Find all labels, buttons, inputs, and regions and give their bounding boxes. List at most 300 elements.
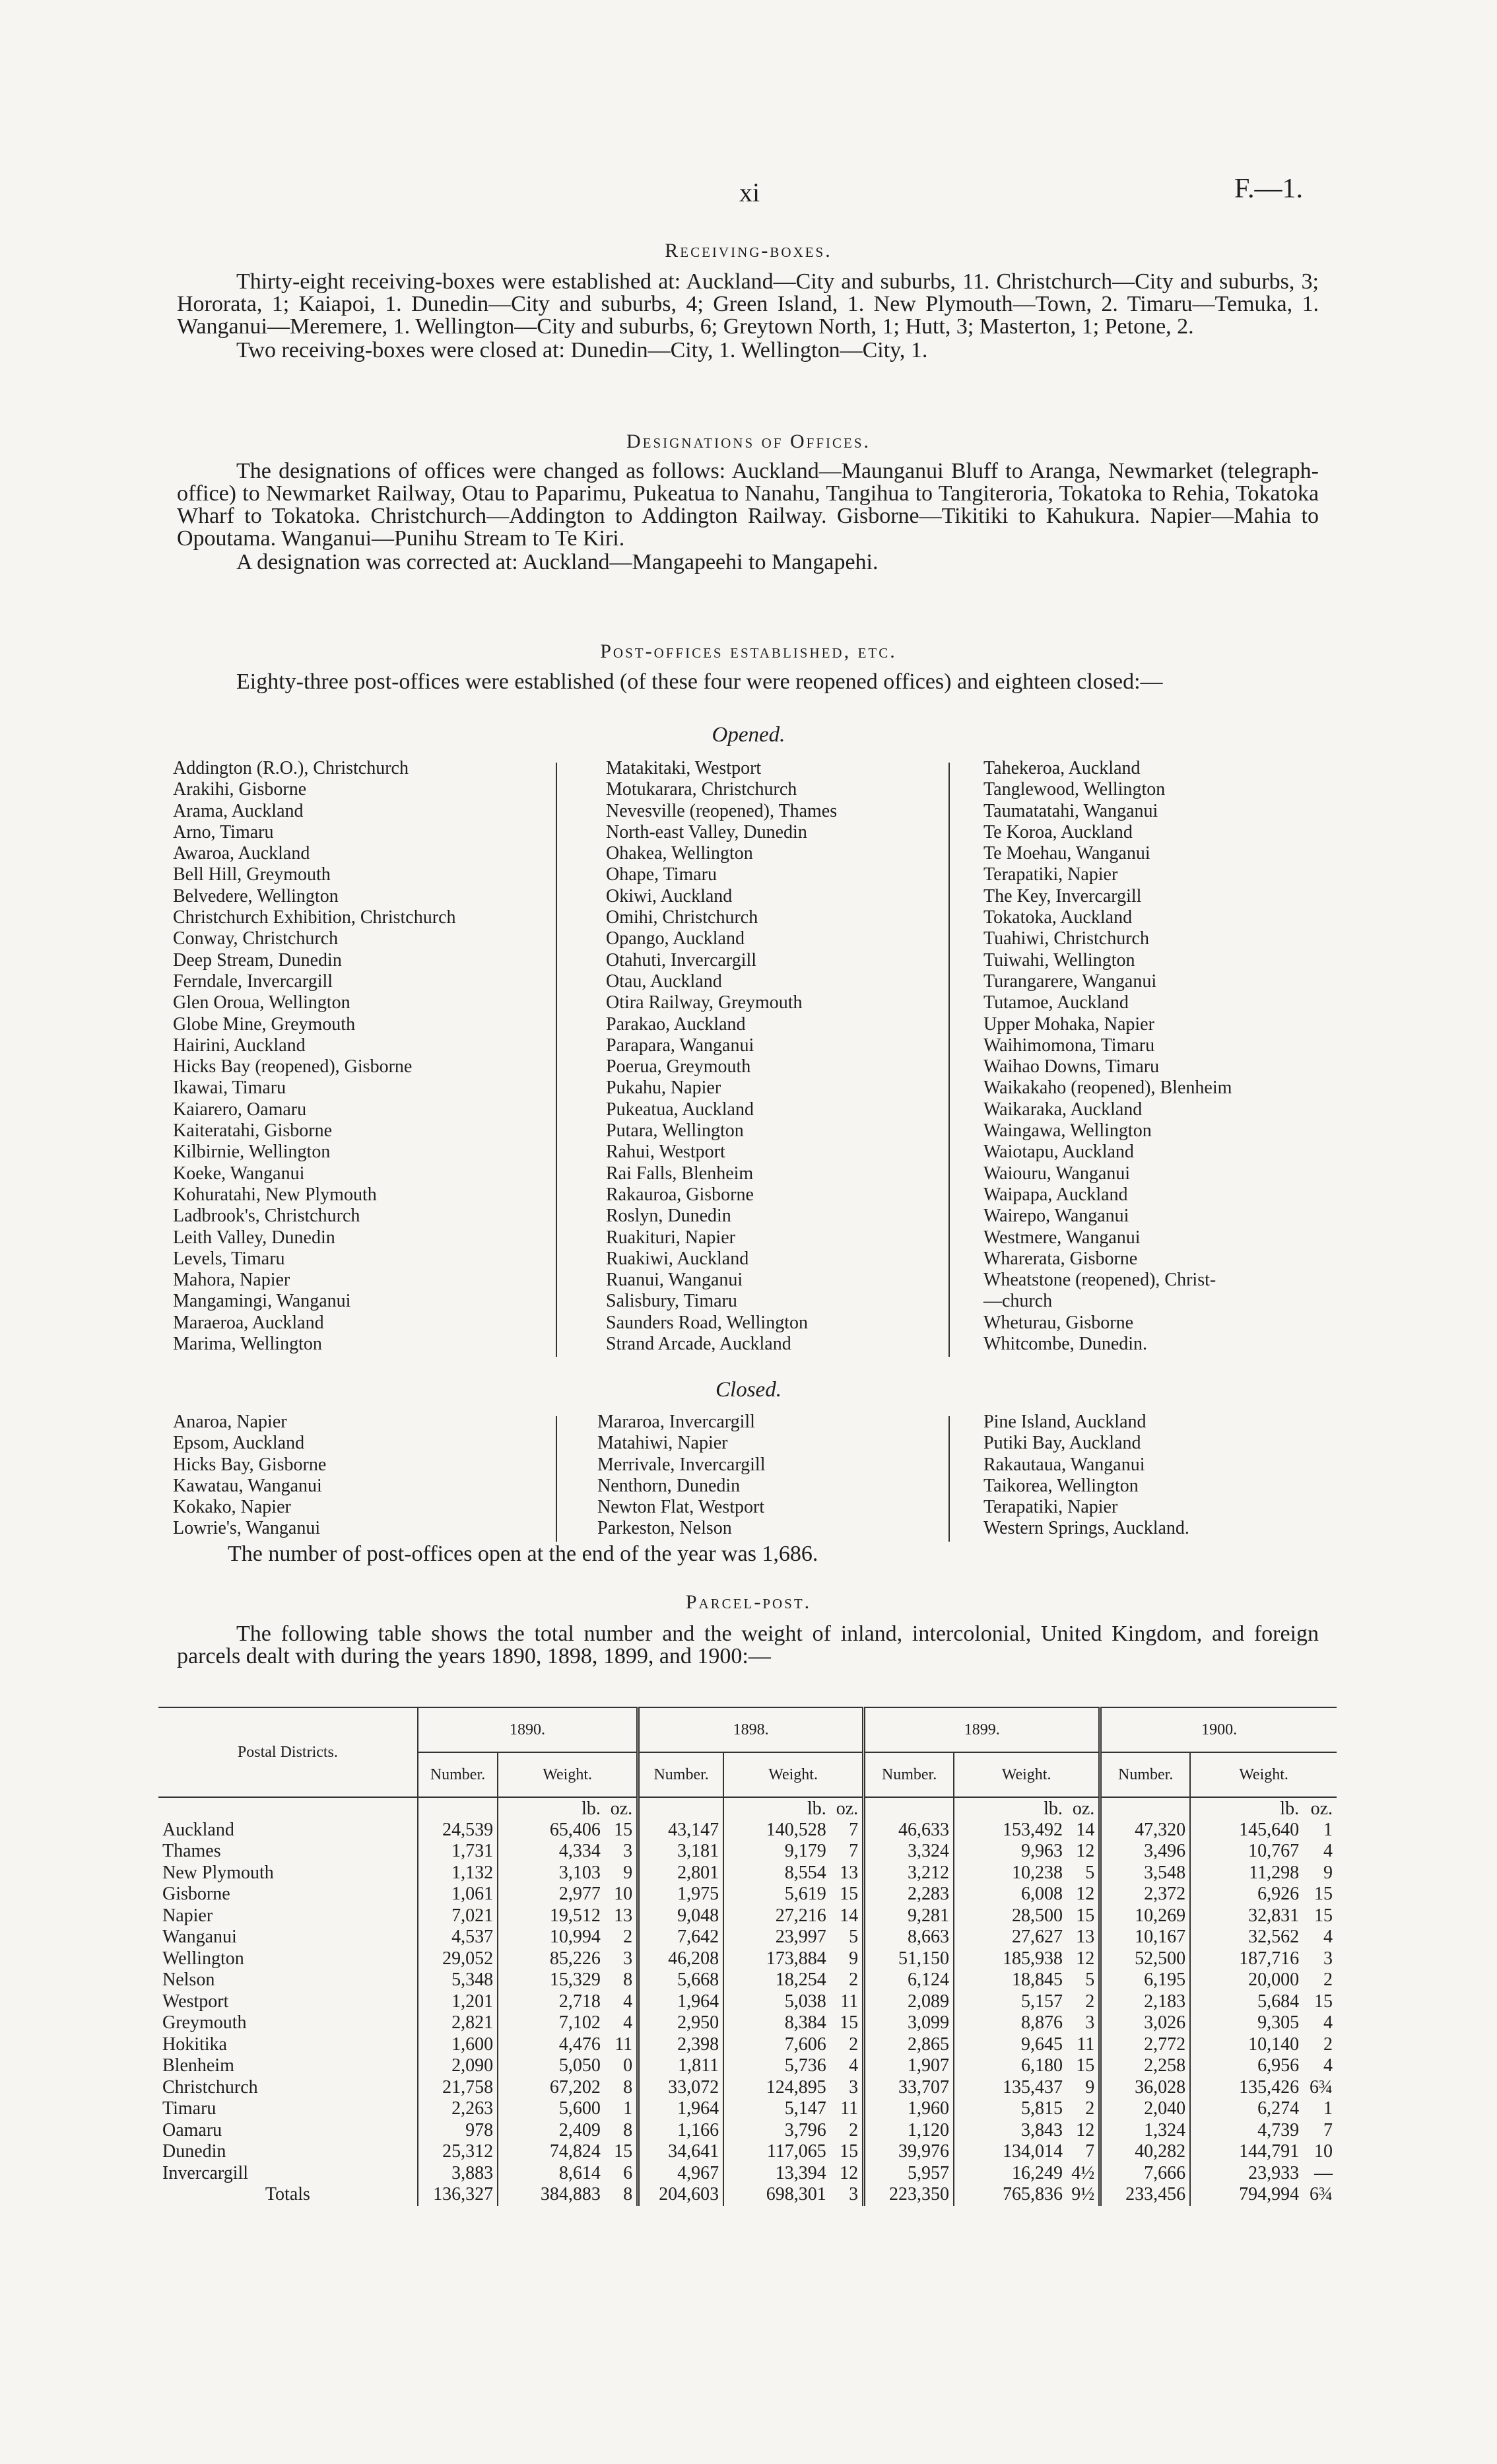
weight-oz-cell: 2 — [623, 1927, 633, 1948]
list-item: Rai Falls, Blenheim — [606, 1163, 754, 1184]
weight-lb-cell: 124,895 — [723, 2077, 830, 2099]
weight-lb-cell: 187,716 — [1190, 1948, 1303, 1970]
total-weight-oz-cell: 9½ — [1071, 2184, 1095, 2205]
list-item: Wharerata, Gisborne — [983, 1248, 1138, 1269]
list-item: Glen Oroua, Wellington — [173, 992, 350, 1013]
header-year: 1890. — [418, 1707, 638, 1752]
weight-lb-cell: 20,000 — [1190, 1969, 1303, 1991]
weight-lb-cell: 5,050 — [498, 2055, 605, 2077]
list-item: North-east Valley, Dunedin — [606, 821, 807, 842]
paragraph: Eighty-three post-offices were established (of these four were reopened offices) and eighteen closed:— — [236, 669, 1163, 694]
number-cell: 5,348 — [418, 1969, 498, 1991]
weight-lb-cell: 10,994 — [498, 1927, 605, 1948]
weight-oz-cell: 7 — [849, 1841, 859, 1862]
district-name: Thames — [162, 1841, 221, 1862]
opened-column-3 — [983, 758, 1232, 1355]
weight-oz-cell: 4 — [623, 1991, 633, 2012]
number-cell: 1,120 — [864, 2120, 954, 2142]
number-cell: 43,147 — [638, 1820, 723, 1841]
district-name: Christchurch — [162, 2076, 258, 2098]
list-item: Lowrie's, Wanganui — [173, 1518, 321, 1539]
number-cell: 2,398 — [638, 2034, 723, 2056]
weight-lb-cell: 7,606 — [723, 2034, 830, 2056]
list-item: Motukarara, Christchurch — [606, 779, 797, 800]
number-cell: 2,183 — [1100, 1991, 1190, 2013]
weight-lb-cell: 13,394 — [723, 2163, 830, 2185]
weight-lb-cell: 5,157 — [954, 1991, 1067, 2013]
list-item: Wheatstone (reopened), Christ- — [983, 1270, 1216, 1291]
weight-oz-cell: 11 — [840, 2098, 859, 2119]
list-item: Putara, Wellington — [606, 1120, 744, 1142]
list-item: Upper Mohaka, Napier — [983, 1013, 1154, 1035]
list-item: Tanglewood, Wellington — [983, 779, 1166, 800]
weight-oz-cell: 3 — [623, 1948, 633, 1969]
number-cell: 2,950 — [638, 2012, 723, 2034]
list-item: Turangarere, Wanganui — [983, 971, 1157, 992]
number-cell: 24,539 — [418, 1820, 498, 1841]
list-item: Deep Stream, Dunedin — [173, 949, 342, 971]
list-item: Rahui, Westport — [606, 1142, 725, 1163]
list-item: Marima, Wellington — [173, 1334, 322, 1355]
weight-lb-cell: 4,334 — [498, 1841, 605, 1863]
list-item: Hicks Bay (reopened), Gisborne — [173, 1056, 413, 1078]
weight-oz-cell: 10 — [614, 1884, 633, 1905]
number-cell: 2,089 — [864, 1991, 954, 2013]
list-item: Ruakiwi, Auckland — [606, 1248, 749, 1269]
table-row — [158, 1820, 1337, 1841]
number-cell: 4,967 — [638, 2163, 723, 2185]
table-row — [158, 2098, 1337, 2120]
weight-lb-cell: 5,619 — [723, 1884, 830, 1905]
number-cell: 2,258 — [1100, 2055, 1190, 2077]
weight-lb-cell: 5,147 — [723, 2098, 830, 2120]
weight-oz-cell: 10 — [1314, 2141, 1333, 2162]
paragraph: Thirty-eight receiving-boxes were established at: Auckland—City and suburbs, 11. Christchurch—City and suburbs, 3; Hororata, 1; Kaiapoi, 1. Dunedin—City and suburbs, 4; Green Island, 1. New Plymouth—Town, 2. Timaru—Temuka, 1. Wanganui—Meremere, 1. Wellington—City and suburbs, 6; Greytown North, 1; Hutt, 3; Masterton, 1; Petone, 2. — [177, 269, 1319, 339]
total-weight-oz-cell: 8 — [623, 2184, 633, 2205]
table-row — [158, 2077, 1337, 2099]
list-item: Terapatiki, Napier — [983, 864, 1118, 885]
list-item: Parkeston, Nelson — [597, 1518, 732, 1539]
weight-lb-cell: 32,562 — [1190, 1927, 1303, 1948]
section-title-post-offices: Post-offices established, etc. — [600, 640, 897, 662]
number-cell: 2,772 — [1100, 2034, 1190, 2056]
table-row — [158, 1905, 1337, 1927]
list-item: Conway, Christchurch — [173, 928, 339, 949]
weight-oz-cell: 15 — [840, 1884, 859, 1905]
weight-lb-cell: 4,739 — [1190, 2120, 1303, 2142]
weight-oz-cell: 12 — [1076, 1948, 1095, 1969]
header-postal-districts: Postal Districts. — [158, 1707, 418, 1797]
number-cell: 1,324 — [1100, 2120, 1190, 2142]
table-row — [158, 2034, 1337, 2056]
weight-lb-cell: 27,216 — [723, 1905, 830, 1927]
weight-oz-cell: 4 — [1323, 2055, 1333, 2076]
number-cell: 21,758 — [418, 2077, 498, 2099]
list-item: Tutamoe, Auckland — [983, 992, 1129, 1013]
weight-oz-cell: 2 — [1323, 1969, 1333, 1991]
weight-oz-cell: 1 — [1323, 1819, 1333, 1840]
parcel-post-table — [158, 1707, 1337, 2206]
totals-label: Totals — [265, 2184, 310, 2205]
weight-oz-cell: 4 — [1323, 1927, 1333, 1948]
list-item: Nevesville (reopened), Thames — [606, 800, 838, 821]
list-item: Waingawa, Wellington — [983, 1120, 1152, 1142]
weight-oz-cell: 11 — [615, 2034, 633, 2055]
weight-lb-cell: 10,140 — [1190, 2034, 1303, 2056]
weight-oz-cell: — — [1314, 2162, 1333, 2183]
number-cell: 7,642 — [638, 1927, 723, 1948]
designations-text — [177, 460, 1319, 574]
weight-lb-cell: 3,796 — [723, 2120, 830, 2142]
unit-oz: oz. — [836, 1798, 859, 1819]
number-cell: 39,976 — [864, 2141, 954, 2163]
weight-oz-cell: 4 — [1323, 1841, 1333, 1862]
district-name: Oamaru — [162, 2119, 222, 2140]
list-item: Salisbury, Timaru — [606, 1291, 737, 1312]
weight-lb-cell: 9,645 — [954, 2034, 1067, 2056]
list-item: Levels, Timaru — [173, 1248, 285, 1269]
table-row — [158, 1884, 1337, 1905]
number-cell: 3,212 — [864, 1863, 954, 1884]
weight-oz-cell: 7 — [849, 1819, 859, 1840]
list-item: Mahora, Napier — [173, 1270, 290, 1291]
table-row — [158, 2055, 1337, 2077]
list-item: Newton Flat, Westport — [597, 1497, 765, 1518]
list-item: Poerua, Greymouth — [606, 1056, 751, 1078]
weight-oz-cell: 9 — [1085, 2076, 1095, 2098]
opened-heading: Opened. — [712, 723, 785, 747]
weight-lb-cell: 6,008 — [954, 1884, 1067, 1905]
list-item: Kawatau, Wanganui — [173, 1475, 322, 1496]
weight-lb-cell: 117,065 — [723, 2141, 830, 2163]
weight-oz-cell: 4 — [1323, 2012, 1333, 2034]
weight-lb-cell: 65,406 — [498, 1820, 605, 1841]
weight-oz-cell: 11 — [1077, 2034, 1095, 2055]
column-divider — [556, 763, 557, 1357]
weight-lb-cell: 74,824 — [498, 2141, 605, 2163]
unit-oz: oz. — [1072, 1798, 1095, 1819]
weight-lb-cell: 3,843 — [954, 2120, 1067, 2142]
number-cell: 2,865 — [864, 2034, 954, 2056]
unit-lb: lb. — [954, 1797, 1067, 1820]
paragraph: The following table shows the total number and the weight of inland, intercolonial, United Kingdom, and foreign parcels dealt with during the years 1890, 1898, 1899, and 1900:— — [177, 1622, 1319, 1668]
list-item: Ohape, Timaru — [606, 864, 717, 885]
table-row — [158, 2012, 1337, 2034]
weight-lb-cell: 8,384 — [723, 2012, 830, 2034]
list-item: Arno, Timaru — [173, 821, 274, 842]
list-item: Otahuti, Invercargill — [606, 949, 757, 971]
weight-lb-cell: 5,038 — [723, 1991, 830, 2013]
weight-lb-cell: 18,845 — [954, 1969, 1067, 1991]
number-cell: 1,132 — [418, 1863, 498, 1884]
list-item: Arama, Auckland — [173, 800, 304, 821]
district-name: Wanganui — [162, 1927, 237, 1948]
list-item: Waiouru, Wanganui — [983, 1163, 1131, 1184]
number-cell: 2,372 — [1100, 1884, 1190, 1905]
table-row — [158, 1863, 1337, 1884]
header-weight: Weight. — [723, 1752, 864, 1797]
list-item: Terapatiki, Napier — [983, 1497, 1118, 1518]
header-weight: Weight. — [1190, 1752, 1337, 1797]
list-item: Waikakaho (reopened), Blenheim — [983, 1078, 1232, 1099]
opened-column-2 — [606, 758, 837, 1355]
list-item: Kaiteratahi, Gisborne — [173, 1120, 333, 1142]
weight-lb-cell: 6,274 — [1190, 2098, 1303, 2120]
weight-lb-cell: 2,409 — [498, 2120, 605, 2142]
weight-lb-cell: 19,512 — [498, 1905, 605, 1927]
district-name: Nelson — [162, 1969, 215, 1991]
number-cell: 7,666 — [1100, 2163, 1190, 2185]
weight-oz-cell: 15 — [1314, 1905, 1333, 1926]
list-item: Opango, Auckland — [606, 928, 745, 949]
weight-oz-cell: 5 — [849, 1927, 859, 1948]
weight-oz-cell: 4½ — [1071, 2162, 1095, 2183]
number-cell: 3,496 — [1100, 1841, 1190, 1863]
list-item: The Key, Invercargill — [983, 885, 1142, 907]
table-row — [158, 1927, 1337, 1948]
weight-lb-cell: 5,684 — [1190, 1991, 1303, 2013]
weight-lb-cell: 9,963 — [954, 1841, 1067, 1863]
list-item: Wairepo, Wanganui — [983, 1206, 1129, 1227]
weight-oz-cell: 8 — [623, 2119, 633, 2140]
number-cell: 52,500 — [1100, 1948, 1190, 1970]
number-cell: 7,021 — [418, 1905, 498, 1927]
number-cell: 6,124 — [864, 1969, 954, 1991]
number-cell: 6,195 — [1100, 1969, 1190, 1991]
weight-lb-cell: 8,876 — [954, 2012, 1067, 2034]
weight-oz-cell: 9 — [849, 1948, 859, 1969]
number-cell: 978 — [418, 2120, 498, 2142]
list-item: Christchurch Exhibition, Christchurch — [173, 907, 456, 928]
list-item: Mangamingi, Wanganui — [173, 1291, 351, 1312]
closed-column-1 — [173, 1412, 326, 1540]
district-name: Blenheim — [162, 2055, 234, 2076]
weight-lb-cell: 10,238 — [954, 1863, 1067, 1884]
number-cell: 3,548 — [1100, 1863, 1190, 1884]
unit-lb: lb. — [1190, 1797, 1303, 1820]
weight-lb-cell: 16,249 — [954, 2163, 1067, 2185]
weight-oz-cell: 1 — [623, 2098, 633, 2119]
weight-oz-cell: 15 — [1076, 1905, 1095, 1926]
weight-lb-cell: 85,226 — [498, 1948, 605, 1970]
header-number: Number. — [418, 1752, 498, 1797]
number-cell: 9,281 — [864, 1905, 954, 1927]
list-item: Ruanui, Wanganui — [606, 1270, 743, 1291]
weight-oz-cell: 2 — [849, 2119, 859, 2140]
total-weight-lb-cell: 765,836 — [954, 2184, 1067, 2206]
list-item: Waiotapu, Auckland — [983, 1142, 1134, 1163]
paragraph: A designation was corrected at: Auckland—Mangapeehi to Mangapehi. — [236, 550, 879, 574]
weight-oz-cell: 2 — [1085, 1991, 1095, 2012]
weight-oz-cell: 3 — [623, 1841, 633, 1862]
weight-oz-cell: 9 — [1323, 1862, 1333, 1883]
weight-oz-cell: 14 — [1076, 1819, 1095, 1840]
closed-column-3 — [983, 1412, 1189, 1540]
number-cell: 36,028 — [1100, 2077, 1190, 2099]
weight-oz-cell: 2 — [1323, 2034, 1333, 2055]
district-name: Dunedin — [162, 2141, 226, 2162]
number-cell: 34,641 — [638, 2141, 723, 2163]
header-number: Number. — [638, 1752, 723, 1797]
weight-oz-cell: 5 — [1085, 1969, 1095, 1991]
number-cell: 2,283 — [864, 1884, 954, 1905]
weight-lb-cell: 18,254 — [723, 1969, 830, 1991]
total-number-cell: 136,327 — [418, 2184, 498, 2206]
weight-oz-cell: 15 — [840, 2012, 859, 2034]
unit-oz: oz. — [610, 1798, 633, 1819]
weight-lb-cell: 153,492 — [954, 1820, 1067, 1841]
number-cell: 3,181 — [638, 1841, 723, 1863]
weight-oz-cell: 15 — [614, 1819, 633, 1840]
weight-lb-cell: 185,938 — [954, 1948, 1067, 1970]
column-divider — [948, 763, 950, 1357]
district-name: Gisborne — [162, 1884, 230, 1905]
weight-lb-cell: 135,426 — [1190, 2077, 1303, 2099]
list-item: Matahiwi, Napier — [597, 1433, 728, 1454]
header-year: 1900. — [1100, 1707, 1337, 1752]
weight-oz-cell: 3 — [1085, 2012, 1095, 2034]
weight-oz-cell: 3 — [1323, 1948, 1333, 1969]
list-item: Ferndale, Invercargill — [173, 971, 333, 992]
section-title-receiving-boxes: Receiving-boxes. — [665, 240, 832, 261]
weight-oz-cell: 8 — [623, 1969, 633, 1991]
weight-lb-cell: 6,926 — [1190, 1884, 1303, 1905]
weight-oz-cell: 12 — [840, 2162, 859, 2183]
list-item: Kaiarero, Oamaru — [173, 1099, 307, 1120]
list-item: Te Moehau, Wanganui — [983, 843, 1150, 864]
list-item: Parakao, Auckland — [606, 1013, 746, 1035]
list-item: Tokatoka, Auckland — [983, 907, 1133, 928]
weight-oz-cell: 4 — [623, 2012, 633, 2034]
number-cell: 2,263 — [418, 2098, 498, 2120]
list-item: Pukeatua, Auckland — [606, 1099, 754, 1120]
number-cell: 3,324 — [864, 1841, 954, 1863]
list-item: Anaroa, Napier — [173, 1412, 287, 1432]
weight-oz-cell: 2 — [1085, 2098, 1095, 2119]
number-cell: 1,166 — [638, 2120, 723, 2142]
header-year: 1899. — [864, 1707, 1100, 1752]
closed-heading: Closed. — [715, 1378, 782, 1402]
number-cell: 8,663 — [864, 1927, 954, 1948]
weight-lb-cell: 5,736 — [723, 2055, 830, 2077]
weight-oz-cell: 12 — [1076, 2119, 1095, 2140]
number-cell: 40,282 — [1100, 2141, 1190, 2163]
list-item: Nenthorn, Dunedin — [597, 1475, 741, 1496]
weight-lb-cell: 2,718 — [498, 1991, 605, 2013]
district-name: Greymouth — [162, 2012, 247, 2034]
list-item: Hicks Bay, Gisborne — [173, 1454, 327, 1475]
weight-lb-cell: 6,180 — [954, 2055, 1067, 2077]
header-number: Number. — [864, 1752, 954, 1797]
section-title-parcel-post: Parcel-post. — [685, 1591, 812, 1613]
district-name: New Plymouth — [162, 1862, 274, 1883]
list-item: Maraeroa, Auckland — [173, 1312, 324, 1333]
weight-lb-cell: 8,554 — [723, 1863, 830, 1884]
total-number-cell: 233,456 — [1100, 2184, 1190, 2206]
number-cell: 10,167 — [1100, 1927, 1190, 1948]
total-weight-lb-cell: 794,994 — [1190, 2184, 1303, 2206]
column-divider — [948, 1416, 950, 1542]
list-item: Waikaraka, Auckland — [983, 1099, 1143, 1120]
number-cell: 29,052 — [418, 1948, 498, 1970]
weight-lb-cell: 2,977 — [498, 1884, 605, 1905]
list-item: Otira Railway, Greymouth — [606, 992, 803, 1013]
number-cell: 2,801 — [638, 1863, 723, 1884]
header-weight: Weight. — [498, 1752, 638, 1797]
weight-oz-cell: 15 — [1314, 1884, 1333, 1905]
receiving-boxes-text — [177, 271, 1319, 362]
number-cell: 2,040 — [1100, 2098, 1190, 2120]
page-number: xi — [739, 178, 760, 207]
district-name: Wellington — [162, 1948, 244, 1969]
weight-lb-cell: 145,640 — [1190, 1820, 1303, 1841]
number-cell: 46,208 — [638, 1948, 723, 1970]
number-cell: 1,600 — [418, 2034, 498, 2056]
weight-oz-cell: 7 — [1085, 2141, 1095, 2162]
weight-oz-cell: 15 — [1076, 2055, 1095, 2076]
district-name: Hokitika — [162, 2034, 227, 2055]
weight-oz-cell: 13 — [614, 1905, 633, 1926]
list-item: Strand Arcade, Auckland — [606, 1334, 791, 1355]
weight-lb-cell: 173,884 — [723, 1948, 830, 1970]
list-item: Pine Island, Auckland — [983, 1412, 1147, 1432]
list-item: Okiwi, Auckland — [606, 885, 733, 907]
weight-oz-cell: 4 — [849, 2055, 859, 2076]
weight-oz-cell: 3 — [849, 2076, 859, 2098]
weight-oz-cell: 2 — [849, 1969, 859, 1991]
unit-lb: lb. — [723, 1797, 830, 1820]
weight-lb-cell: 11,298 — [1190, 1863, 1303, 1884]
weight-lb-cell: 67,202 — [498, 2077, 605, 2099]
weight-oz-cell: 9 — [623, 1862, 633, 1883]
list-item: Awaroa, Auckland — [173, 843, 310, 864]
weight-oz-cell: 13 — [840, 1862, 859, 1883]
number-cell: 1,061 — [418, 1884, 498, 1905]
weight-lb-cell: 28,500 — [954, 1905, 1067, 1927]
list-item: Kilbirnie, Wellington — [173, 1142, 331, 1163]
total-weight-oz-cell: 3 — [849, 2184, 859, 2205]
weight-lb-cell: 23,933 — [1190, 2163, 1303, 2185]
number-cell: 51,150 — [864, 1948, 954, 1970]
weight-lb-cell: 134,014 — [954, 2141, 1067, 2163]
list-item: Ikawai, Timaru — [173, 1078, 286, 1099]
number-cell: 1,731 — [418, 1841, 498, 1863]
weight-oz-cell: 12 — [1076, 1841, 1095, 1862]
list-item: Parapara, Wanganui — [606, 1035, 754, 1056]
number-cell: 47,320 — [1100, 1820, 1190, 1841]
list-item: Tuiwahi, Wellington — [983, 949, 1135, 971]
weight-lb-cell: 9,179 — [723, 1841, 830, 1863]
weight-oz-cell: 1 — [1323, 2098, 1333, 2119]
list-item: Ruakituri, Napier — [606, 1227, 735, 1248]
list-item: Addington (R.O.), Christchurch — [173, 758, 409, 778]
list-item: Waihao Downs, Timaru — [983, 1056, 1160, 1078]
number-cell: 5,668 — [638, 1969, 723, 1991]
number-cell: 2,821 — [418, 2012, 498, 2034]
list-item: Tahekeroa, Auckland — [983, 758, 1141, 778]
list-item: Bell Hill, Greymouth — [173, 864, 331, 885]
list-item: Te Koroa, Auckland — [983, 821, 1133, 842]
weight-oz-cell: 5 — [1085, 1862, 1095, 1883]
weight-lb-cell: 7,102 — [498, 2012, 605, 2034]
total-weight-lb-cell: 384,883 — [498, 2184, 605, 2206]
list-item: Otau, Auckland — [606, 971, 722, 992]
list-item: Saunders Road, Wellington — [606, 1312, 808, 1333]
list-item: Whitcombe, Dunedin. — [983, 1334, 1148, 1355]
weight-lb-cell: 32,831 — [1190, 1905, 1303, 1927]
total-number-cell: 223,350 — [864, 2184, 954, 2206]
district-name: Westport — [162, 1991, 229, 2012]
